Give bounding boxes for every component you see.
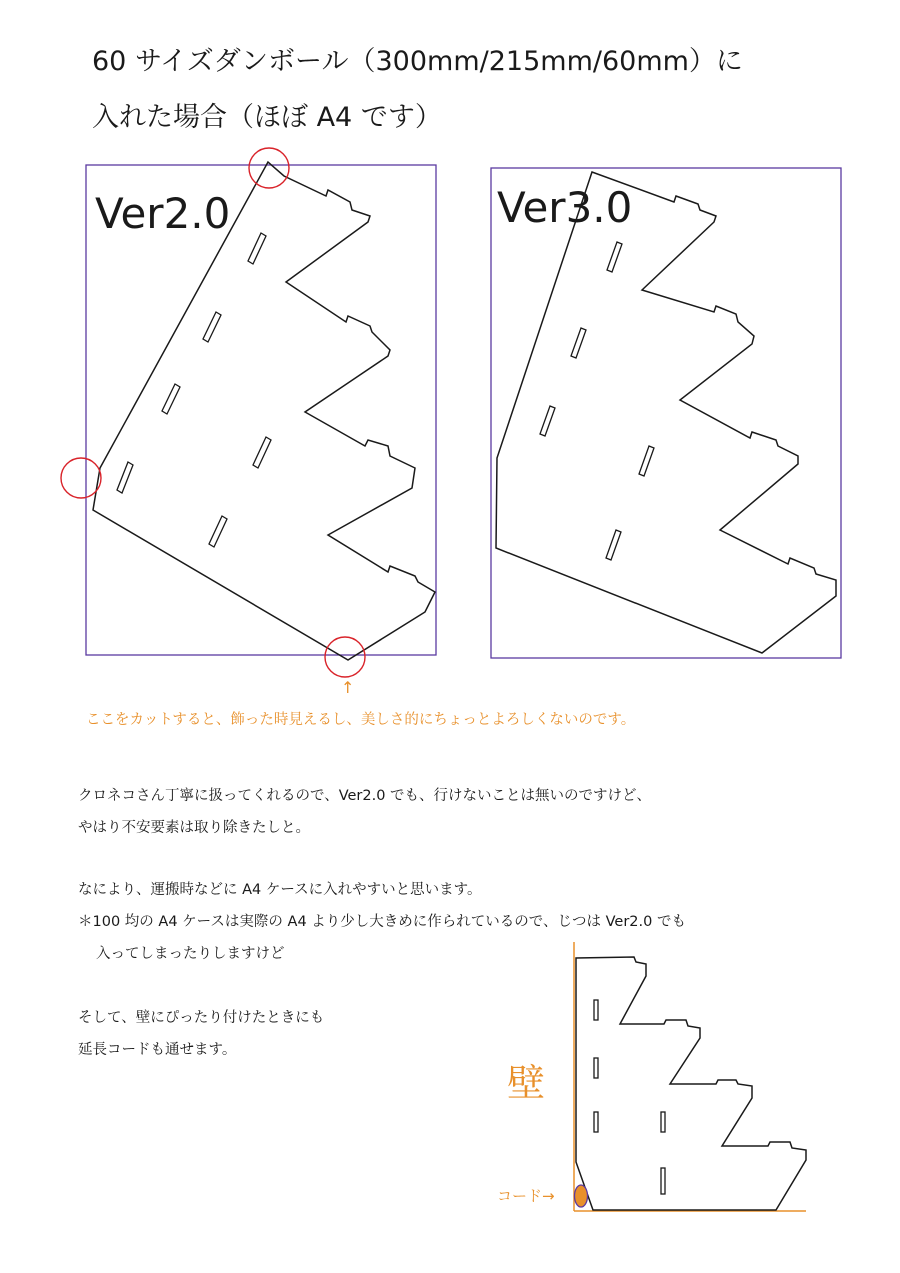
ver3-label: Ver3.0 [497,183,633,232]
slots-v3 [540,242,654,560]
slot-v2 [209,516,227,547]
slots-side [594,1000,665,1194]
up-arrow: ↑ [341,678,355,697]
ver2-label: Ver2.0 [95,189,231,238]
cord-ellipse [575,1185,588,1207]
slot-side [594,1000,598,1020]
cut-note: ここをカットすると、飾った時見えるし、美しさ的にちょっとよろしくないのです。 [86,712,636,728]
wall-label: 壁 [507,1061,546,1105]
paragraph-3-line-2: 延長コードも通せます。 [78,1042,237,1058]
paragraph-1-line-1: クロネコさん丁寧に扱ってくれるので、Ver2.0 でも、行けないことは無いのですけど、 [78,788,652,804]
box-outline-v3 [491,168,841,658]
slot-v3 [607,242,622,272]
paragraph-2-line-2: ＊100 均の A4 ケースは実際の A4 より少し大きめに作られているので、じつは Ver2.0 でも [78,914,686,930]
highlight-circle-left [61,458,101,498]
box-outline-v2 [86,165,436,655]
slot-v2 [253,437,271,468]
page-title-line1: 60 サイズダンボール（300mm/215mm/60mm）に [92,46,743,77]
slot-v3 [540,406,555,436]
paragraph-1-line-2: やはり不安要素は取り除きたしと。 [78,820,310,836]
highlight-circle-top [249,148,289,188]
slot-side [594,1058,598,1078]
slot-side [594,1112,598,1132]
paragraph-3-line-1: そして、壁にぴったり付けたときにも [78,1010,325,1026]
slot-v2 [162,384,180,414]
slot-side [661,1112,665,1132]
slot-v2 [117,462,133,493]
slot-v2 [248,233,266,264]
cord-label: コード→ [497,1187,555,1205]
slot-v2 [203,312,221,342]
slot-v3 [639,446,654,476]
highlight-circle-bottom [325,637,365,677]
slot-v3 [571,328,586,358]
slot-side [661,1168,665,1194]
slots-v2 [117,233,271,547]
paragraph-2-line-1: なにより、運搬時などに A4 ケースに入れやすいと思います。 [78,882,482,898]
slot-v3 [606,530,621,560]
stand-shape-side [576,957,806,1210]
page-title-line2: 入れた場合（ほぼ A4 です） [92,102,442,133]
paragraph-2-line-3: 入ってしまったりしますけど [96,946,285,962]
